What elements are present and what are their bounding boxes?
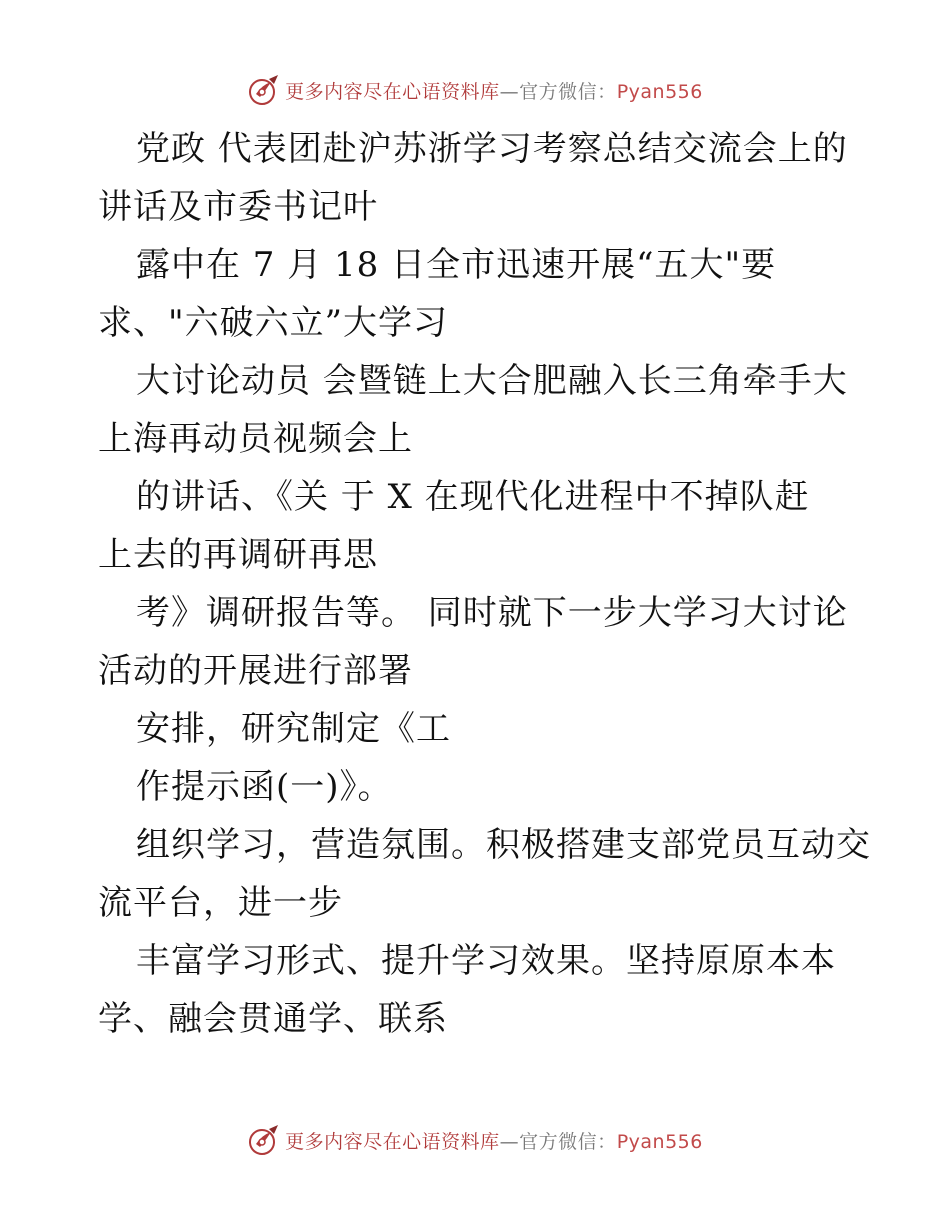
text-line: 求、"六破六立”大学习 — [98, 303, 449, 343]
text-line: 组织学习，营造氛围。积极搭建支部党员互动交 — [136, 825, 871, 865]
text-line: 丰富学习形式、提升学习效果。坚持原原本本 — [136, 941, 836, 981]
watermark-text — [285, 77, 703, 104]
watermark-text — [285, 1127, 703, 1154]
brush-logo-icon — [247, 73, 281, 107]
watermark-wechat-label: 官方微信： — [519, 80, 617, 103]
watermark-dash: — — [499, 1130, 520, 1153]
watermark-wechat-label: 官方微信： — [519, 1130, 617, 1153]
text-line: 作提示函(一)》。 — [136, 767, 393, 807]
text-line: 的讲话、《关 于 X 在现代化进程中不掉队赶 — [136, 477, 810, 517]
text-line: 流平台，进一步 — [98, 883, 343, 923]
text-line: 上海再动员视频会上 — [98, 419, 413, 459]
text-line: 活动的开展进行部署 — [98, 651, 413, 691]
text-line: 党政 代表团赴沪苏浙学习考察总结交流会上的 — [136, 129, 848, 169]
text-line: 露中在 7 月 18 日全市迅速开展“五大"要 — [136, 245, 777, 285]
document-body — [98, 120, 871, 1048]
text-line: 学、融会贯通学、联系 — [98, 999, 448, 1039]
text-line: 讲话及市委书记叶 — [98, 187, 378, 227]
watermark-wechat-id: Pyan556 — [616, 80, 703, 103]
text-line: 大讨论动员 会暨链上大合肥融入长三角牵手大 — [136, 361, 848, 401]
footer-watermark — [0, 1120, 950, 1160]
watermark-wechat-id: Pyan556 — [616, 1130, 703, 1153]
text-line: 考》调研报告等。 同时就下一步大学习大讨论 — [136, 593, 848, 633]
watermark-main-text: 更多内容尽在心语资料库 — [285, 80, 500, 103]
brush-logo-icon — [247, 1123, 281, 1157]
text-line: 安排，研究制定《工 — [136, 709, 451, 749]
watermark-dash: — — [499, 80, 520, 103]
header-watermark — [0, 70, 950, 110]
watermark-main-text: 更多内容尽在心语资料库 — [285, 1130, 500, 1153]
text-line: 上去的再调研再思 — [98, 535, 378, 575]
